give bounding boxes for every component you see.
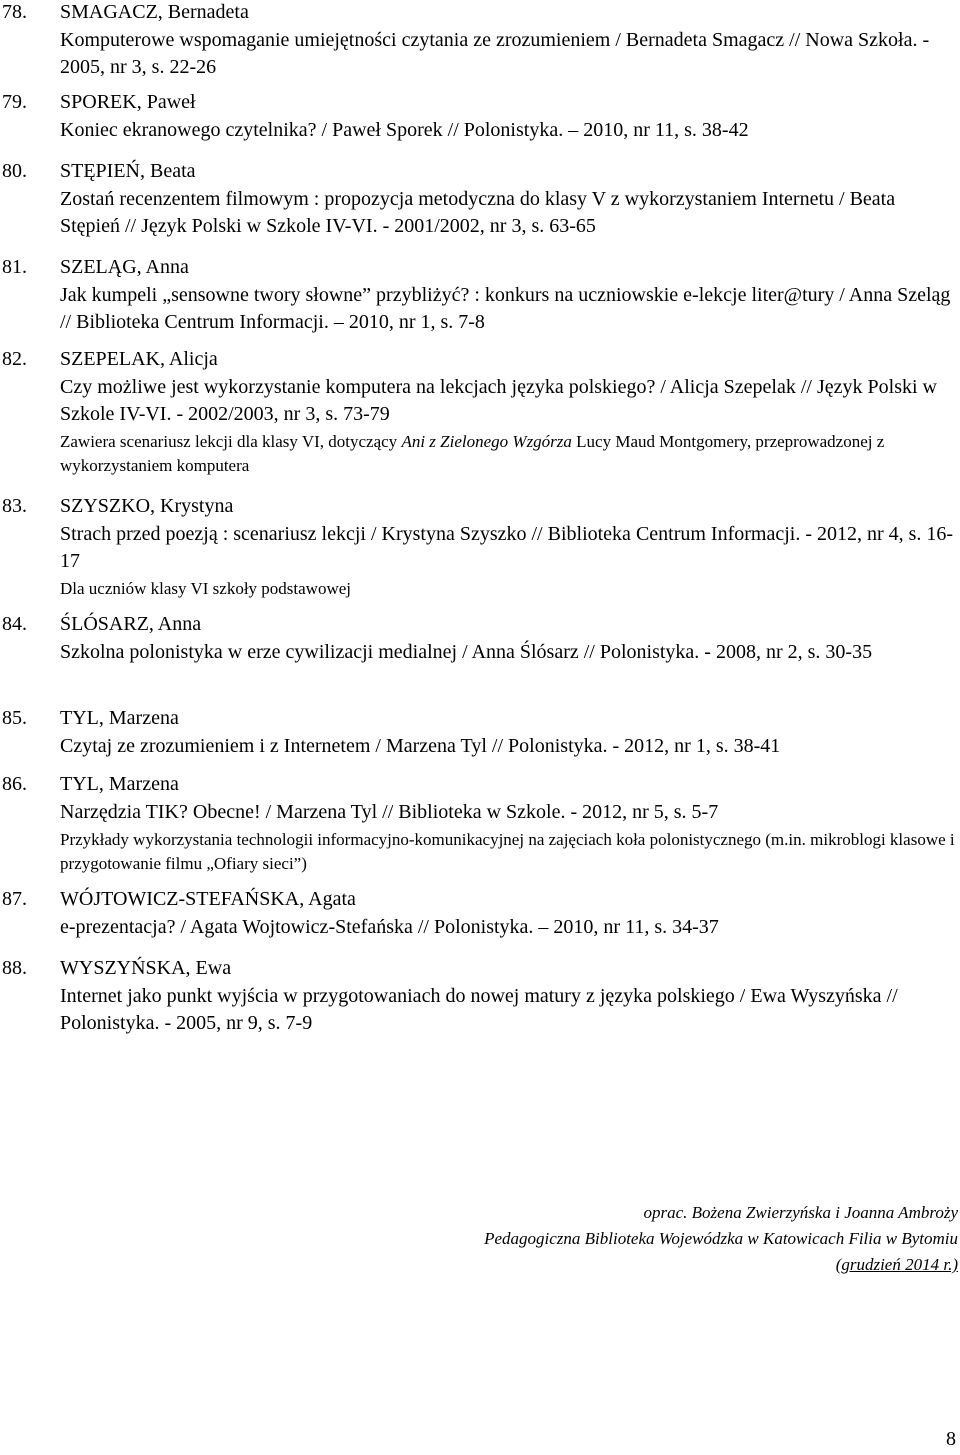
entry-number: 81. <box>2 256 27 278</box>
entry-number: 88. <box>2 957 27 979</box>
entry-title: Szkolna polonistyka w erze cywilizacji medialnej / Anna Ślósarz // Polonistyka. - 2008, nr 2, s. 30-35 <box>60 641 873 663</box>
entry-author: SZYSZKO, Krystyna <box>60 495 234 517</box>
entry-author: WÓJTOWICZ-STEFAŃSKA, Agata <box>60 888 356 910</box>
entry-title: Internet jako punkt wyjścia w przygotowaniach do nowej matury z języka polskiego / Ewa Wyszyńska // Polonistyka. - 2005, nr 9, s. 7-9 <box>60 985 898 1034</box>
entry-title: Strach przed poezją : scenariusz lekcji / Krystyna Szyszko // Biblioteka Centrum Informacji. - 2012, nr 4, s. 16-17 <box>60 523 954 572</box>
note-text: Zawiera scenariusz lekcji dla klasy VI, dotyczący <box>60 432 402 451</box>
entry-number: 83. <box>2 495 27 517</box>
entry-author: STĘPIEŃ, Beata <box>60 160 196 182</box>
entry-author: TYL, Marzena <box>60 773 179 795</box>
entry-author: SMAGACZ, Bernadeta <box>60 1 249 23</box>
entry-note: Przykłady wykorzystania technologii informacyjno-komunikacyjnej na zajęciach koła polonistycznego (m.in. mikroblogi klasowe i przygotowanie filmu „Ofiary sieci”) <box>60 830 955 873</box>
bibliography-entry-80 <box>0 158 955 240</box>
entry-number: 80. <box>2 160 27 182</box>
bibliography-entry-82 <box>0 346 955 478</box>
entry-title: Jak kumpeli „sensowne twory słowne” przybliżyć? : konkurs na uczniowskie e-lekcje liter@tury / Anna Szeląg // Biblioteka Centrum Informacji. – 2010, nr 1, s. 7-8 <box>60 284 951 333</box>
entry-number: 79. <box>2 91 27 113</box>
entry-author: TYL, Marzena <box>60 707 179 729</box>
entry-title: Czytaj ze zrozumieniem i z Internetem / Marzena Tyl // Polonistyka. - 2012, nr 1, s. 38-41 <box>60 735 781 757</box>
entry-number: 87. <box>2 888 27 910</box>
entry-title: Koniec ekranowego czytelnika? / Paweł Sporek // Polonistyka. – 2010, nr 11, s. 38-42 <box>60 119 749 141</box>
entry-author: ŚLÓSARZ, Anna <box>60 613 202 635</box>
credit-authors: Bożena Zwierzyńska i Joanna Ambroży <box>691 1203 958 1222</box>
entry-title: Czy możliwe jest wykorzystanie komputera na lekcjach języka polskiego? / Alicja Szepelak // Język Polski w Szkole IV-VI. - 2002/2003, nr 3, s. 73-79 <box>60 376 937 425</box>
entry-title: e-prezentacja? / Agata Wojtowicz-Stefańska // Polonistyka. – 2010, nr 11, s. 34-37 <box>60 916 719 938</box>
entry-author: SPOREK, Paweł <box>60 91 196 113</box>
page-number: 8 <box>946 1428 956 1450</box>
entry-number: 86. <box>2 773 27 795</box>
entry-number: 82. <box>2 348 27 370</box>
compilers-credit <box>484 1200 958 1278</box>
credit-institution: Pedagogiczna Biblioteka Wojewódzka w Katowicach Filia w Bytomiu <box>484 1229 958 1248</box>
bibliography-entry-87 <box>0 886 955 941</box>
entry-title: Narzędzia TIK? Obecne! / Marzena Tyl // Biblioteka w Szkole. - 2012, nr 5, s. 5-7 <box>60 801 719 823</box>
note-italic-title: Ani z Zielonego Wzgórza <box>401 432 572 451</box>
credit-date: (grudzień 2014 r.) <box>835 1255 958 1274</box>
entry-author: SZEPELAK, Alicja <box>60 348 218 370</box>
bibliography-entry-84 <box>0 611 955 666</box>
entry-note <box>60 430 955 478</box>
note-text: Lucy Maud Montgomery, przeprowadzonej z wykorzystaniem komputera <box>60 432 885 475</box>
entry-number: 85. <box>2 707 27 729</box>
bibliography-entry-79 <box>0 89 955 144</box>
entry-title: Zostań recenzentem filmowym : propozycja metodyczna do klasy V z wykorzystaniem Internetu / Beata Stępień // Język Polski w Szkole IV-VI. - 2001/2002, nr 3, s. 63-65 <box>60 188 896 237</box>
bibliography-entry-88 <box>0 955 955 1037</box>
bibliography-entry-85 <box>0 705 955 760</box>
credit-authors-line <box>484 1200 958 1226</box>
entry-title: Komputerowe wspomaganie umiejętności czytania ze zrozumieniem / Bernadeta Smagacz // Nowa Szkoła. - 2005, nr 3, s. 22-26 <box>60 29 930 78</box>
bibliography-entry-83 <box>0 493 955 601</box>
bibliography-entry-81 <box>0 254 955 336</box>
entry-note: Dla uczniów klasy VI szkoły podstawowej <box>60 579 351 598</box>
entry-number: 78. <box>2 1 27 23</box>
bibliography-entry-86 <box>0 771 955 876</box>
entry-number: 84. <box>2 613 27 635</box>
entry-author: SZELĄG, Anna <box>60 256 189 278</box>
credit-prefix: oprac. <box>643 1203 692 1222</box>
bibliography-entry-78 <box>0 0 955 81</box>
entry-author: WYSZYŃSKA, Ewa <box>60 957 232 979</box>
